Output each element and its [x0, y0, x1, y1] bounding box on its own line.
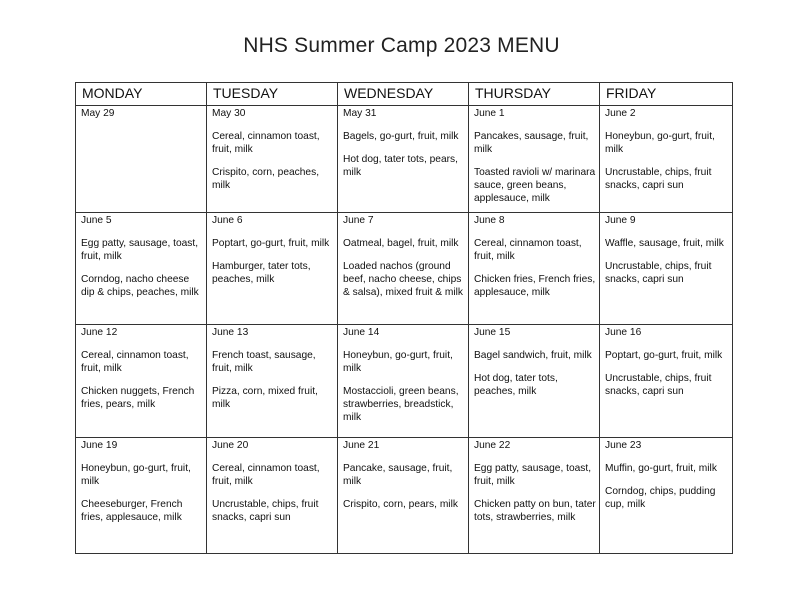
lunch-item: Chicken nuggets, French fries, pears, milk: [81, 385, 195, 410]
breakfast-item: Cereal, cinnamon toast, fruit, milk: [474, 238, 582, 263]
day-date: June 5: [81, 215, 112, 227]
day-cell-tuesday: [207, 106, 338, 213]
week-row: [76, 438, 733, 554]
breakfast-item: Egg patty, sausage, toast, fruit, milk: [81, 238, 199, 263]
lunch-item: Hamburger, tater tots, peaches, milk: [212, 261, 311, 286]
lunch-item: Loaded nachos (ground beef, nacho cheese, chips & salsa), mixed fruit & milk: [343, 261, 464, 299]
day-date: June 19: [81, 440, 118, 452]
day-cell-monday: [76, 438, 207, 554]
day-cell-tuesday: [207, 324, 338, 438]
lunch-item: Mostaccioli, green beans, strawberries, breadstick, milk: [343, 385, 459, 423]
menu-table: [75, 82, 733, 554]
day-cell-monday: [76, 324, 207, 438]
day-date: June 6: [212, 215, 243, 227]
day-cell-wednesday: [338, 106, 469, 213]
day-date: June 9: [605, 215, 636, 227]
page-title: NHS Summer Camp 2023 MENU: [243, 34, 560, 57]
lunch-item: Chicken fries, French fries, applesauce, milk: [474, 274, 596, 299]
breakfast-item: Poptart, go-gurt, fruit, milk: [605, 349, 723, 361]
breakfast-item: Bagel sandwich, fruit, milk: [474, 349, 592, 361]
lunch-item: Crispito, corn, peaches, milk: [212, 167, 320, 191]
day-date: June 15: [474, 326, 511, 338]
day-cell-wednesday: [338, 438, 469, 554]
lunch-item: Hot dog, tater tots, peaches, milk: [474, 372, 558, 397]
breakfast-item: Poptart, go-gurt, fruit, milk: [212, 238, 330, 250]
day-header-monday: MONDAY: [76, 83, 207, 106]
lunch-item: Corndog, chips, pudding cup, milk: [605, 486, 716, 511]
lunch-item: Hot dog, tater tots, pears, milk: [343, 154, 458, 178]
lunch-item: Uncrustable, chips, fruit snacks, capri sun: [212, 499, 319, 524]
day-header-tuesday: TUESDAY: [207, 83, 338, 106]
day-cell-monday: [76, 213, 207, 324]
day-cell-friday: [600, 438, 733, 554]
lunch-item: Cheeseburger, French fries, applesauce, milk: [81, 499, 183, 524]
day-header-row: [76, 83, 733, 106]
day-cell-monday: [76, 106, 207, 213]
day-cell-tuesday: [207, 213, 338, 324]
day-date: June 13: [212, 326, 249, 338]
breakfast-item: Muffin, go-gurt, fruit, milk: [605, 463, 717, 475]
breakfast-item: Cereal, cinnamon toast, fruit, milk: [212, 131, 320, 155]
lunch-item: Toasted ravioli w/ marinara sauce, green beans, applesauce, milk: [474, 167, 596, 204]
day-cell-thursday: [469, 213, 600, 324]
week-row: [76, 106, 733, 213]
week-row: [76, 324, 733, 438]
day-cell-wednesday: [338, 213, 469, 324]
day-date: June 22: [474, 440, 511, 452]
lunch-item: Uncrustable, chips, fruit snacks, capri sun: [605, 167, 712, 191]
breakfast-item: Waffle, sausage, fruit, milk: [605, 238, 724, 250]
day-cell-friday: [600, 106, 733, 213]
breakfast-item: Honeybun, go-gurt, fruit, milk: [343, 349, 453, 374]
day-cell-friday: [600, 324, 733, 438]
breakfast-item: Pancakes, sausage, fruit, milk: [474, 131, 589, 155]
day-cell-thursday: [469, 438, 600, 554]
menu-body: [76, 106, 733, 554]
day-cell-friday: [600, 213, 733, 324]
day-date: May 29: [81, 108, 115, 119]
day-date: June 7: [343, 215, 374, 227]
breakfast-item: Honeybun, go-gurt, fruit, milk: [81, 463, 191, 488]
breakfast-item: Honeybun, go-gurt, fruit, milk: [605, 131, 715, 155]
breakfast-item: Egg patty, sausage, toast, fruit, milk: [474, 463, 592, 488]
breakfast-item: Bagels, go-gurt, fruit, milk: [343, 131, 459, 142]
lunch-item: Uncrustable, chips, fruit snacks, capri sun: [605, 261, 712, 286]
day-date: May 30: [212, 108, 246, 119]
day-date: June 16: [605, 326, 642, 338]
breakfast-item: Oatmeal, bagel, fruit, milk: [343, 238, 459, 250]
day-cell-thursday: [469, 106, 600, 213]
day-header-wednesday: WEDNESDAY: [338, 83, 469, 106]
breakfast-item: French toast, sausage, fruit, milk: [212, 349, 316, 374]
breakfast-item: Pancake, sausage, fruit, milk: [343, 463, 453, 488]
lunch-item: Pizza, corn, mixed fruit, milk: [212, 385, 318, 410]
day-date: June 23: [605, 440, 642, 452]
day-cell-wednesday: [338, 324, 469, 438]
breakfast-item: Cereal, cinnamon toast, fruit, milk: [81, 349, 189, 374]
day-date: June 2: [605, 108, 636, 119]
day-date: June 1: [474, 108, 505, 119]
day-cell-thursday: [469, 324, 600, 438]
lunch-item: Crispito, corn, pears, milk: [343, 499, 458, 511]
day-date: May 31: [343, 108, 377, 119]
day-date: June 14: [343, 326, 380, 338]
lunch-item: Corndog, nacho cheese dip & chips, peaches, milk: [81, 274, 199, 299]
day-date: June 21: [343, 440, 380, 452]
day-date: June 8: [474, 215, 505, 227]
day-header-friday: FRIDAY: [600, 83, 733, 106]
breakfast-item: Cereal, cinnamon toast, fruit, milk: [212, 463, 320, 488]
lunch-item: Uncrustable, chips, fruit snacks, capri sun: [605, 372, 712, 397]
day-header-thursday: THURSDAY: [469, 83, 600, 106]
day-date: June 12: [81, 326, 118, 338]
day-cell-tuesday: [207, 438, 338, 554]
week-row: [76, 213, 733, 324]
day-date: June 20: [212, 440, 249, 452]
lunch-item: Chicken patty on bun, tater tots, strawberries, milk: [474, 499, 596, 524]
